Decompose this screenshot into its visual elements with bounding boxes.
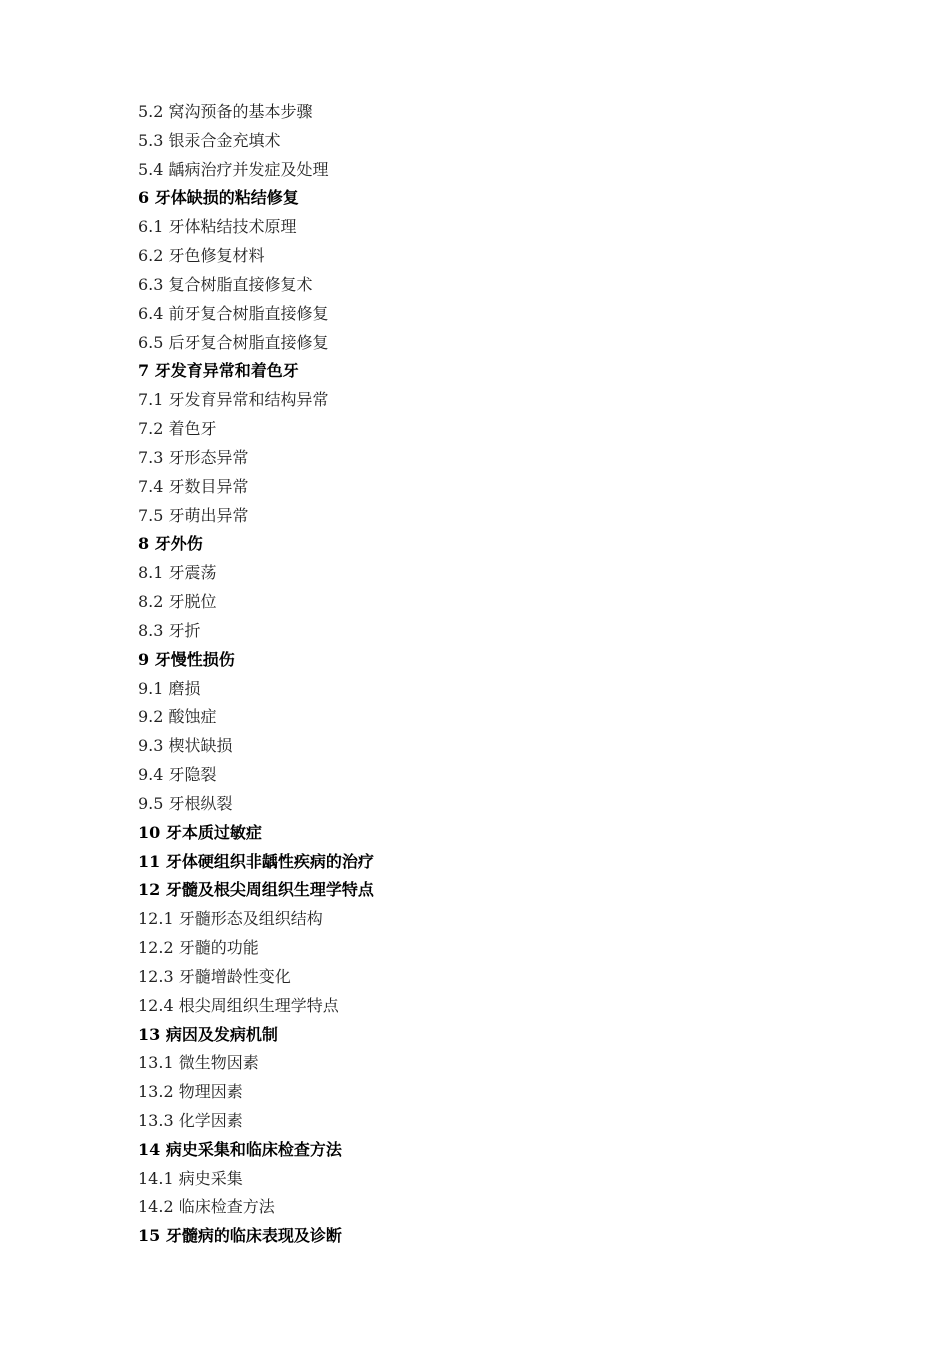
toc-chapter-heading: 13 病因及发病机制 <box>138 1024 278 1044</box>
toc-section-entry: 5.2 窝沟预备的基本步骤 <box>138 102 313 121</box>
toc-section-entry: 5.4 龋病治疗并发症及处理 <box>138 159 329 179</box>
toc-section-entry: 9.2 酸蚀症 <box>138 707 217 727</box>
toc-section-entry: 7.1 牙发育异常和结构异常 <box>138 390 329 410</box>
toc-chapter-heading: 6 牙体缺损的粘结修复 <box>138 188 299 208</box>
toc-section-entry: 6.2 牙色修复材料 <box>138 246 265 266</box>
toc-section-entry: 9.1 磨损 <box>138 678 201 698</box>
toc-chapter-heading: 15 牙髓病的临床表现及诊断 <box>138 1226 342 1246</box>
toc-section-entry: 8.3 牙折 <box>138 620 201 640</box>
toc-chapter-heading: 12 牙髓及根尖周组织生理学特点 <box>138 880 374 900</box>
toc-section-entry: 14.1 病史采集 <box>138 1168 243 1188</box>
toc-section-entry: 13.3 化学因素 <box>138 1110 243 1130</box>
toc-section-entry: 6.5 后牙复合树脂直接修复 <box>138 332 329 352</box>
table-of-contents <box>138 98 374 1251</box>
toc-chapter-heading: 10 牙本质过敏症 <box>138 822 262 842</box>
toc-chapter-heading: 7 牙发育异常和着色牙 <box>138 361 299 381</box>
toc-section-entry: 7.4 牙数目异常 <box>138 476 249 496</box>
toc-section-entry: 13.1 微生物因素 <box>138 1053 259 1073</box>
toc-chapter-heading: 8 牙外伤 <box>138 534 203 554</box>
toc-section-entry: 7.5 牙萌出异常 <box>138 505 249 525</box>
toc-section-entry: 7.3 牙形态异常 <box>138 447 249 467</box>
toc-section-entry: 7.2 着色牙 <box>138 419 217 439</box>
toc-section-entry: 5.3 银汞合金充填术 <box>138 130 281 150</box>
toc-section-entry: 8.2 牙脱位 <box>138 592 217 612</box>
toc-section-entry: 9.3 楔状缺损 <box>138 736 233 756</box>
toc-chapter-heading: 11 牙体硬组织非龋性疾病的治疗 <box>138 851 374 871</box>
toc-section-entry: 12.1 牙髓形态及组织结构 <box>138 909 323 929</box>
toc-section-entry: 12.3 牙髓增龄性变化 <box>138 966 291 986</box>
toc-section-entry: 6.4 前牙复合树脂直接修复 <box>138 303 329 323</box>
toc-section-entry: 12.2 牙髓的功能 <box>138 938 259 958</box>
toc-section-entry: 8.1 牙震荡 <box>138 563 217 583</box>
toc-section-entry: 9.4 牙隐裂 <box>138 765 217 785</box>
toc-section-entry: 6.3 复合树脂直接修复术 <box>138 274 313 294</box>
toc-section-entry: 9.5 牙根纵裂 <box>138 793 233 813</box>
toc-chapter-heading: 9 牙慢性损伤 <box>138 649 235 669</box>
toc-chapter-heading: 14 病史采集和临床检查方法 <box>138 1139 342 1159</box>
toc-section-entry: 12.4 根尖周组织生理学特点 <box>138 995 339 1015</box>
toc-section-entry: 14.2 临床检查方法 <box>138 1197 275 1217</box>
toc-section-entry: 6.1 牙体粘结技术原理 <box>138 217 297 237</box>
toc-section-entry: 13.2 物理因素 <box>138 1082 243 1102</box>
